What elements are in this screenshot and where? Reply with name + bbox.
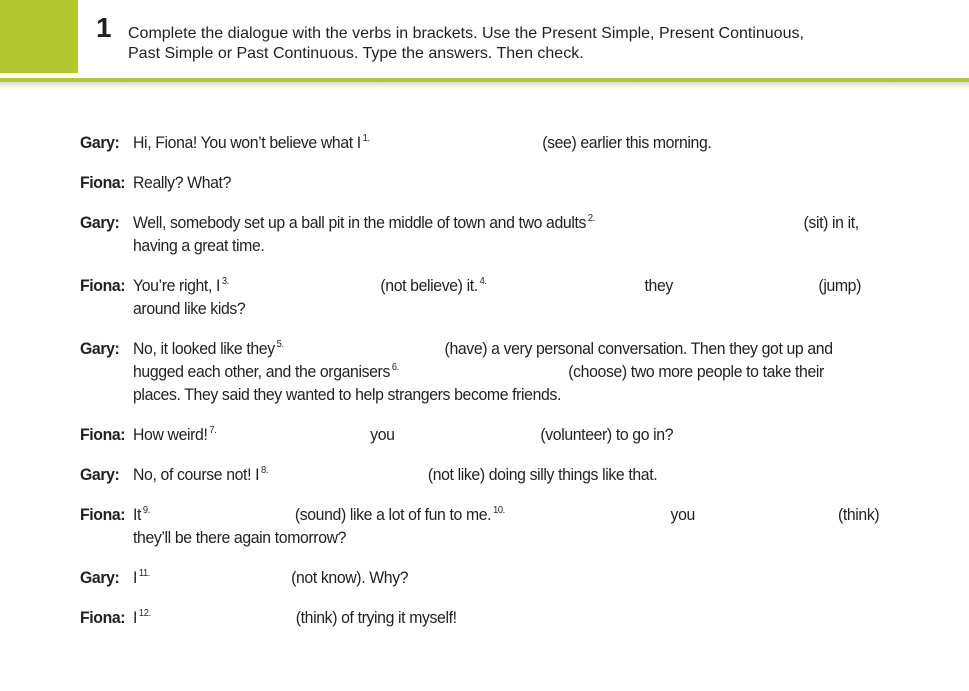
- gap-number-3: 3.: [221, 276, 229, 287]
- dialogue-text: (not like) doing silly things like that.: [427, 465, 658, 484]
- dialogue-text: (choose) two more people to take their: [568, 362, 824, 381]
- answer-blank-4a[interactable]: [514, 274, 607, 294]
- speaker-label: Gary:: [80, 339, 120, 358]
- speaker-label: Gary:: [80, 465, 120, 484]
- gap-number-6: 6.: [391, 362, 399, 373]
- dialogue-text: No, of course not! I: [133, 465, 260, 484]
- answer-blank-12[interactable]: [170, 606, 282, 626]
- dialogue-text: you: [670, 505, 695, 524]
- gap-number-12: 12.: [138, 608, 151, 619]
- speaker-label: Gary:: [80, 213, 120, 232]
- dialogue-text: No, it looked like they: [133, 339, 275, 358]
- dialogue-text: Well, somebody set up a ball pit in the middle of town and two adults: [133, 213, 587, 232]
- header-accent-block: [0, 0, 78, 73]
- instructions-line-2: Past Simple or Past Continuous. Type the answers. Then check.: [128, 45, 584, 62]
- answer-blank-2[interactable]: [663, 211, 775, 231]
- answer-blank-8[interactable]: [296, 463, 408, 483]
- gap-number-9: 9.: [142, 505, 150, 516]
- gap-number-1: 1.: [362, 133, 370, 144]
- dialogue-text: around like kids?: [133, 299, 246, 318]
- verb-hint-2: (sit) in it,: [803, 213, 859, 232]
- dialogue-text: (have) a very personal conversation. Then they got up and: [444, 339, 833, 358]
- dialogue-text: I: [133, 608, 138, 627]
- answer-blank-3[interactable]: [252, 274, 364, 294]
- dialogue-text: I: [133, 568, 138, 587]
- gap-number-2: 2.: [587, 213, 595, 224]
- speaker-label: Gary:: [80, 133, 120, 152]
- speaker-label: Fiona:: [80, 425, 126, 444]
- answer-blank-7a[interactable]: [235, 423, 347, 443]
- answer-blank-4b[interactable]: [696, 274, 808, 294]
- dialogue-text: they: [644, 276, 673, 295]
- dialogue-text: hugged each other, and the organisers: [133, 362, 390, 381]
- dialogue-text: Really? What?: [133, 173, 231, 192]
- dialogue-text: places. They said they wanted to help strangers become friends.: [133, 385, 562, 404]
- exercise-instructions: [128, 24, 928, 64]
- gap-number-7: 7.: [209, 425, 217, 436]
- dialogue-text: (not know). Why?: [291, 568, 409, 587]
- answer-blank-6[interactable]: [431, 360, 552, 380]
- speaker-label: Gary:: [80, 568, 120, 587]
- dialogue-text: You’re right, I: [133, 276, 221, 295]
- gap-number-5: 5.: [276, 339, 284, 350]
- dialogue-text: How weird!: [133, 425, 208, 444]
- gap-number-8: 8.: [261, 465, 269, 476]
- verb-hint-4: (jump): [818, 276, 861, 295]
- verb-hint-1: (see) earlier this morning.: [542, 133, 712, 152]
- verb-hint-10: (think): [837, 505, 880, 524]
- dialogue-text: (think) of trying it myself!: [295, 608, 457, 627]
- dialogue-text: having a great time.: [133, 236, 265, 255]
- answer-blank-11[interactable]: [170, 566, 282, 586]
- answer-blank-7b[interactable]: [412, 423, 524, 443]
- instructions-line-1: Complete the dialogue with the verbs in brackets. Use the Present Simple, Present Continuous,: [128, 25, 804, 42]
- dialogue-text: (sound) like a lot of fun to me.: [294, 505, 492, 524]
- header-shadow: [0, 82, 969, 88]
- dialogue-text: they’ll be there again tomorrow?: [133, 528, 347, 547]
- dialogue-text: It: [133, 505, 142, 524]
- dialogue-text: Hi, Fiona! You won’t believe what I: [133, 133, 361, 152]
- speaker-label: Fiona:: [80, 276, 126, 295]
- answer-blank-1[interactable]: [403, 131, 524, 151]
- exercise-number: 1: [96, 12, 112, 43]
- verb-hint-3: (not believe) it.: [380, 276, 478, 295]
- dialogue-text: (volunteer) to go in?: [540, 425, 674, 444]
- gap-number-11: 11.: [138, 568, 151, 579]
- speaker-label: Fiona:: [80, 505, 126, 524]
- answer-blank-10a[interactable]: [542, 503, 635, 523]
- gap-number-4: 4.: [479, 276, 487, 287]
- speaker-label: Fiona:: [80, 608, 126, 627]
- dialogue-text: you: [370, 425, 395, 444]
- gap-number-10: 10.: [493, 505, 505, 516]
- answer-blank-9[interactable]: [170, 503, 282, 523]
- speaker-label: Fiona:: [80, 173, 126, 192]
- answer-blank-5[interactable]: [310, 337, 422, 357]
- answer-blank-10b[interactable]: [714, 503, 826, 523]
